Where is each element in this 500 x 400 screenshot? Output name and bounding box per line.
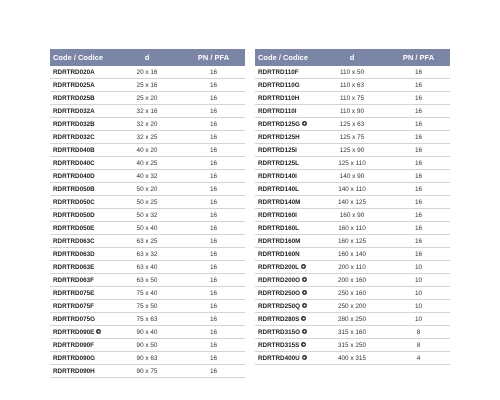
cell-code	[255, 183, 317, 196]
special-marker-icon: ✦	[302, 342, 306, 348]
cell-pn: 16	[182, 118, 245, 131]
product-code: RDRTRD075G	[53, 315, 95, 323]
product-code: RDRTRD025B	[53, 94, 95, 102]
table-row	[255, 92, 450, 105]
product-code: RDRTRD090F	[53, 341, 94, 349]
product-code: RDRTRD250Q	[258, 302, 300, 310]
cell-pn: 16	[182, 131, 245, 144]
special-marker-icon: ✦	[302, 277, 307, 283]
cell-d: 125 x 90	[317, 144, 387, 157]
cell-code	[50, 326, 112, 339]
cell-pn: 4	[387, 352, 450, 365]
cell-d: 90 x 50	[112, 339, 182, 352]
cell-d: 50 x 25	[112, 196, 182, 209]
table-row	[50, 196, 245, 209]
product-code: RDRTRD090H	[53, 367, 95, 375]
product-code: RDRTRD250O	[258, 289, 300, 297]
cell-code	[50, 118, 112, 131]
cell-d: 50 x 32	[112, 209, 182, 222]
product-code: RDRTRD125L	[258, 159, 299, 167]
table-row	[255, 144, 450, 157]
cell-d: 160 x 125	[317, 235, 387, 248]
cell-pn: 16	[182, 287, 245, 300]
cell-d: 140 x 110	[317, 183, 387, 196]
cell-pn: 16	[387, 196, 450, 209]
cell-d: 110 x 63	[317, 79, 387, 92]
special-marker-icon: ✦	[97, 329, 101, 335]
product-table-left	[50, 49, 245, 378]
product-code: RDRTRD160N	[258, 250, 300, 258]
cell-d: 110 x 90	[317, 105, 387, 118]
header-d: d	[112, 49, 182, 66]
table-row	[50, 92, 245, 105]
product-code: RDRTRD160I	[258, 211, 297, 219]
product-code: RDRTRD140L	[258, 185, 299, 193]
cell-d: 110 x 50	[317, 66, 387, 79]
table-body-right	[255, 66, 450, 365]
cell-d: 75 x 50	[112, 300, 182, 313]
cell-code	[50, 365, 112, 378]
cell-code	[50, 274, 112, 287]
product-code: RDRTRD110G	[258, 81, 300, 89]
cell-pn: 16	[182, 209, 245, 222]
special-marker-icon: ✦	[301, 264, 306, 270]
cell-code	[50, 131, 112, 144]
table-body-left	[50, 66, 245, 378]
table-row	[255, 326, 450, 339]
cell-d: 63 x 40	[112, 261, 182, 274]
cell-pn: 16	[182, 352, 245, 365]
table-row	[50, 79, 245, 92]
cell-pn: 16	[182, 274, 245, 287]
cell-code	[255, 105, 317, 118]
table-row	[255, 118, 450, 131]
table-row	[50, 274, 245, 287]
table-row	[50, 287, 245, 300]
product-code: RDRTRD280S	[258, 315, 300, 323]
cell-pn: 16	[387, 66, 450, 79]
table-row	[50, 105, 245, 118]
cell-pn: 16	[182, 170, 245, 183]
cell-pn: 16	[182, 183, 245, 196]
product-code: RDRTRD063F	[53, 276, 94, 284]
product-code: RDRTRD315O	[258, 328, 300, 336]
table-row	[50, 183, 245, 196]
cell-code	[50, 287, 112, 300]
cell-d: 75 x 63	[112, 313, 182, 326]
cell-pn: 10	[387, 300, 450, 313]
product-code: RDRTRD040C	[53, 159, 95, 167]
cell-code	[50, 79, 112, 92]
cell-d: 40 x 20	[112, 144, 182, 157]
cell-d: 90 x 75	[112, 365, 182, 378]
cell-pn: 16	[387, 170, 450, 183]
product-code: RDRTRD200L	[258, 263, 299, 271]
table-row	[255, 261, 450, 274]
cell-code	[50, 261, 112, 274]
cell-d: 200 x 160	[317, 274, 387, 287]
special-marker-icon: ✦	[302, 290, 307, 296]
product-code: RDRTRD090G	[53, 354, 95, 362]
cell-d: 315 x 160	[317, 326, 387, 339]
table-row	[255, 313, 450, 326]
product-code: RDRTRD063D	[53, 250, 95, 258]
cell-pn: 16	[387, 79, 450, 92]
table-row	[255, 352, 450, 365]
cell-code	[255, 92, 317, 105]
cell-code	[255, 248, 317, 261]
cell-d: 40 x 25	[112, 157, 182, 170]
header-code: Code / Codice	[255, 49, 317, 66]
cell-d: 250 x 200	[317, 300, 387, 313]
table-row	[255, 79, 450, 92]
table-row	[50, 261, 245, 274]
table-header-row	[50, 49, 245, 66]
table-row	[50, 339, 245, 352]
cell-d: 140 x 125	[317, 196, 387, 209]
cell-d: 50 x 20	[112, 183, 182, 196]
product-code: RDRTRD110I	[258, 107, 297, 115]
cell-pn: 16	[182, 157, 245, 170]
cell-d: 63 x 25	[112, 235, 182, 248]
table-row	[255, 287, 450, 300]
product-code: RDRTRD110H	[258, 94, 300, 102]
cell-code	[255, 209, 317, 222]
cell-d: 250 x 160	[317, 287, 387, 300]
product-code: RDRTRD200O	[258, 276, 300, 284]
product-code: RDRTRD032B	[53, 120, 95, 128]
table-row	[255, 222, 450, 235]
cell-pn: 16	[387, 235, 450, 248]
cell-code	[255, 287, 317, 300]
cell-code	[255, 144, 317, 157]
cell-d: 32 x 20	[112, 118, 182, 131]
cell-pn: 10	[387, 313, 450, 326]
special-marker-icon: ✦	[302, 355, 306, 361]
cell-pn: 16	[182, 365, 245, 378]
product-code: RDRTRD050D	[53, 211, 95, 219]
special-marker-icon: ✦	[302, 303, 307, 309]
cell-code	[255, 118, 317, 131]
cell-pn: 16	[182, 235, 245, 248]
cell-pn: 16	[387, 92, 450, 105]
header-code: Code / Codice	[50, 49, 112, 66]
cell-code	[50, 170, 112, 183]
table-row	[255, 183, 450, 196]
product-code: RDRTRD040B	[53, 146, 95, 154]
product-code: RDRTRD125H	[258, 133, 300, 141]
cell-d: 50 x 40	[112, 222, 182, 235]
cell-pn: 10	[387, 287, 450, 300]
table-row	[50, 352, 245, 365]
cell-code	[255, 131, 317, 144]
product-code: RDRTRD063E	[53, 263, 95, 271]
cell-code	[50, 300, 112, 313]
cell-pn: 16	[387, 248, 450, 261]
cell-d: 160 x 90	[317, 209, 387, 222]
cell-code	[50, 222, 112, 235]
product-code: RDRTRD020A	[53, 68, 95, 76]
cell-code	[50, 352, 112, 365]
table-row	[255, 105, 450, 118]
product-code: RDRTRD025A	[53, 81, 95, 89]
table-row	[50, 313, 245, 326]
cell-code	[255, 66, 317, 79]
cell-d: 140 x 90	[317, 170, 387, 183]
table-row	[50, 118, 245, 131]
cell-pn: 16	[182, 105, 245, 118]
cell-d: 125 x 75	[317, 131, 387, 144]
table-row	[255, 235, 450, 248]
cell-code	[255, 313, 317, 326]
table-row	[255, 209, 450, 222]
cell-code	[255, 79, 317, 92]
cell-code	[50, 209, 112, 222]
table-row	[255, 196, 450, 209]
table-row	[255, 131, 450, 144]
product-code: RDRTRD160L	[258, 224, 299, 232]
table-row	[50, 131, 245, 144]
product-code: RDRTRD075F	[53, 302, 94, 310]
product-code: RDRTRD050E	[53, 224, 95, 232]
cell-pn: 16	[182, 66, 245, 79]
product-code: RDRTRD032C	[53, 133, 95, 141]
cell-d: 90 x 63	[112, 352, 182, 365]
cell-d: 125 x 110	[317, 157, 387, 170]
cell-code	[255, 326, 317, 339]
cell-d: 160 x 110	[317, 222, 387, 235]
cell-d: 125 x 63	[317, 118, 387, 131]
product-code: RDRTRD090E	[53, 328, 95, 336]
cell-code	[255, 222, 317, 235]
cell-pn: 16	[182, 222, 245, 235]
cell-pn: 16	[387, 222, 450, 235]
table-row	[255, 248, 450, 261]
product-code: RDRTRD032A	[53, 107, 95, 115]
cell-pn: 16	[387, 144, 450, 157]
cell-pn: 16	[387, 118, 450, 131]
product-code: RDRTRD125G	[258, 120, 300, 128]
header-pn: PN / PFA	[387, 49, 450, 66]
table-row	[255, 274, 450, 287]
cell-pn: 16	[182, 261, 245, 274]
cell-code	[255, 352, 317, 365]
cell-code	[50, 235, 112, 248]
cell-d: 63 x 50	[112, 274, 182, 287]
cell-pn: 16	[182, 313, 245, 326]
cell-pn: 16	[387, 105, 450, 118]
cell-pn: 8	[387, 326, 450, 339]
cell-pn: 16	[387, 157, 450, 170]
cell-pn: 16	[182, 300, 245, 313]
product-code: RDRTRD160M	[258, 237, 301, 245]
table-row	[255, 157, 450, 170]
cell-pn: 16	[182, 79, 245, 92]
cell-d: 25 x 16	[112, 79, 182, 92]
table-row	[50, 235, 245, 248]
cell-d: 400 x 315	[317, 352, 387, 365]
product-code: RDRTRD140I	[258, 172, 297, 180]
cell-pn: 16	[182, 196, 245, 209]
cell-code	[50, 92, 112, 105]
cell-d: 280 x 250	[317, 313, 387, 326]
table-row	[255, 170, 450, 183]
cell-code	[50, 313, 112, 326]
table-row	[50, 326, 245, 339]
table-row	[50, 144, 245, 157]
cell-d: 40 x 32	[112, 170, 182, 183]
cell-code	[50, 105, 112, 118]
cell-pn: 16	[182, 326, 245, 339]
product-code: RDRTRD050C	[53, 198, 95, 206]
cell-code	[255, 196, 317, 209]
cell-pn: 16	[182, 92, 245, 105]
table-row	[50, 222, 245, 235]
cell-d: 110 x 75	[317, 92, 387, 105]
cell-code	[255, 300, 317, 313]
cell-d: 20 x 16	[112, 66, 182, 79]
cell-pn: 10	[387, 274, 450, 287]
cell-d: 25 x 20	[112, 92, 182, 105]
table-row	[255, 339, 450, 352]
cell-code	[50, 339, 112, 352]
table-row	[50, 209, 245, 222]
cell-d: 200 x 110	[317, 261, 387, 274]
product-code: RDRTRD400U	[258, 354, 300, 362]
special-marker-icon: ✦	[302, 329, 307, 335]
product-code: RDRTRD050B	[53, 185, 95, 193]
cell-code	[50, 144, 112, 157]
cell-code	[50, 248, 112, 261]
cell-d: 63 x 32	[112, 248, 182, 261]
cell-pn: 16	[182, 248, 245, 261]
cell-code	[255, 235, 317, 248]
header-pn: PN / PFA	[182, 49, 245, 66]
product-code: RDRTRD125I	[258, 146, 297, 154]
header-d: d	[317, 49, 387, 66]
cell-code	[255, 261, 317, 274]
table-row	[50, 300, 245, 313]
cell-d: 75 x 40	[112, 287, 182, 300]
table-row	[50, 157, 245, 170]
cell-pn: 8	[387, 339, 450, 352]
cell-pn: 16	[387, 131, 450, 144]
product-code: RDRTRD110F	[258, 68, 299, 76]
cell-code	[255, 157, 317, 170]
cell-d: 32 x 16	[112, 105, 182, 118]
cell-pn: 10	[387, 261, 450, 274]
product-code: RDRTRD040D	[53, 172, 95, 180]
cell-code	[50, 66, 112, 79]
cell-d: 32 x 25	[112, 131, 182, 144]
table-row	[255, 66, 450, 79]
table-row	[255, 300, 450, 313]
cell-code	[50, 157, 112, 170]
cell-code	[255, 339, 317, 352]
special-marker-icon: ✦	[302, 121, 307, 127]
cell-d: 90 x 40	[112, 326, 182, 339]
cell-code	[255, 170, 317, 183]
cell-pn: 16	[182, 339, 245, 352]
cell-pn: 16	[182, 144, 245, 157]
product-code: RDRTRD315S	[258, 341, 300, 349]
cell-d: 315 x 250	[317, 339, 387, 352]
product-code: RDRTRD075E	[53, 289, 95, 297]
product-code: RDRTRD140M	[258, 198, 301, 206]
cell-pn: 16	[387, 183, 450, 196]
product-code: RDRTRD063C	[53, 237, 95, 245]
cell-code	[50, 196, 112, 209]
product-table-right	[255, 49, 450, 365]
table-row	[50, 365, 245, 378]
table-row	[50, 170, 245, 183]
cell-pn: 16	[387, 209, 450, 222]
cell-d: 160 x 140	[317, 248, 387, 261]
special-marker-icon: ✦	[302, 316, 306, 322]
table-row	[50, 248, 245, 261]
cell-code	[255, 274, 317, 287]
table-header-row	[255, 49, 450, 66]
cell-code	[50, 183, 112, 196]
table-row	[50, 66, 245, 79]
